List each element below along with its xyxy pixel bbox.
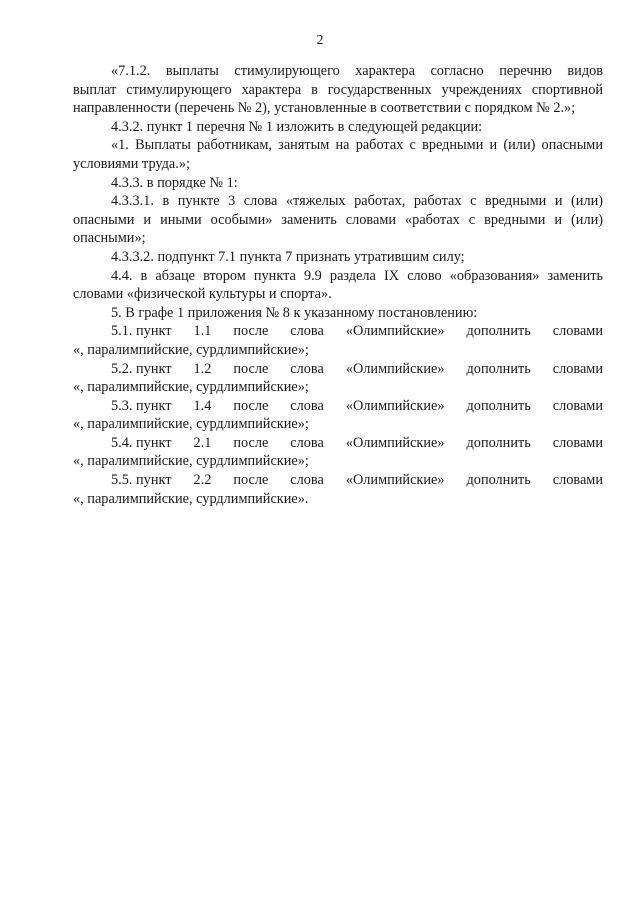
paragraph-4-4 (73, 267, 603, 304)
item-word: слова (290, 472, 324, 489)
list-item-5-5 (73, 471, 603, 508)
list-item-5-3 (73, 397, 603, 434)
page-number: 2 (316, 33, 324, 48)
item-word: словами (552, 397, 603, 414)
text-line: 4.4. в абзаце втором пункта 9.9 раздела IX слово «образования» заменить (111, 267, 603, 284)
item-word: слова (290, 434, 324, 451)
item-first-line (73, 471, 603, 490)
text-line: «1. Выплаты работникам, занятым на работах с вредными и (или) опасными (111, 137, 603, 154)
paragraph-7-1-2 (73, 62, 603, 118)
list-item-5-2 (73, 360, 603, 397)
item-continuation: «, паралимпийские, сурдлимпийские»; (73, 341, 309, 358)
item-word: «Олимпийские» (345, 323, 445, 340)
text-line: «7.1.2. выплаты стимулирующего характера согласно перечню видов (111, 63, 603, 79)
item-word: после (233, 397, 269, 414)
item-word: словами (552, 472, 603, 489)
item-word: после (233, 360, 269, 377)
item-word: 2.2 (193, 472, 212, 489)
item-word: дополнить (466, 397, 531, 414)
item-word: дополнить (466, 434, 531, 451)
item-word: словами (552, 323, 603, 340)
item-word: слова (290, 360, 324, 377)
document-body (73, 62, 603, 508)
item-word: 5.1. пункт (111, 323, 172, 340)
item-word: 5.2. пункт (111, 360, 172, 377)
item-word: «Олимпийские» (345, 434, 445, 451)
item-continuation: «, паралимпийские, сурдлимпийские». (73, 490, 309, 507)
item-first-line (73, 434, 603, 453)
text-line: опасными»; (73, 230, 146, 247)
item-word: 1.2 (193, 360, 212, 377)
item-word: дополнить (466, 323, 531, 340)
paragraph-quote-1 (73, 136, 603, 173)
item-word: слова (290, 397, 324, 414)
item-word: «Олимпийские» (345, 360, 445, 377)
item-word: слова (290, 323, 324, 340)
item-word: 1.1 (193, 323, 212, 340)
item-continuation: «, паралимпийские, сурдлимпийские»; (73, 453, 309, 470)
item-word: дополнить (466, 360, 531, 377)
paragraph-4-3-3 (73, 174, 603, 193)
paragraph-5 (73, 304, 603, 323)
text-line: 4.3.3.2. подпункт 7.1 пункта 7 признать утратившим силу; (111, 248, 465, 265)
text-line: опасными и иными особыми» заменить словами «работах с вредными и (или) (73, 211, 603, 228)
item-first-line (73, 360, 603, 379)
paragraph-4-3-3-1 (73, 192, 603, 248)
text-line: 5. В графе 1 приложения № 8 к указанному постановлению: (111, 304, 478, 321)
text-line: направленности (перечень № 2), установленные в соответствии с порядком № 2.»; (73, 100, 576, 117)
list-item-5-4 (73, 434, 603, 471)
item-continuation: «, паралимпийские, сурдлимпийские»; (73, 416, 309, 433)
item-word: 2.1 (193, 434, 212, 451)
item-word: 5.3. пункт (111, 397, 172, 414)
list-item-5-1 (73, 322, 603, 359)
text-line: 4.3.3. в порядке № 1: (111, 174, 238, 191)
paragraph-4-3-3-2 (73, 248, 603, 267)
text-line: 4.3.3.1. в пункте 3 слова «тяжелых работах, работах с вредными и (или) (111, 193, 603, 210)
item-word: 5.4. пункт (111, 434, 172, 451)
paragraph-4-3-2 (73, 118, 603, 137)
item-first-line (73, 397, 603, 416)
item-word: после (233, 323, 269, 340)
item-continuation: «, паралимпийские, сурдлимпийские»; (73, 379, 309, 396)
item-word: дополнить (466, 472, 531, 489)
text-line: словами «физической культуры и спорта». (73, 286, 332, 303)
item-word: словами (552, 360, 603, 377)
item-word: «Олимпийские» (345, 397, 445, 414)
item-word: 5.5. пункт (111, 472, 172, 489)
text-line: выплат стимулирующего характера в государственных учреждениях спортивной (73, 81, 603, 98)
item-word: после (233, 434, 269, 451)
item-first-line (73, 322, 603, 341)
text-line: 4.3.2. пункт 1 перечня № 1 изложить в следующей редакции: (111, 118, 483, 135)
item-word: 1.4 (193, 397, 212, 414)
item-word: словами (552, 434, 603, 451)
text-line: условиями труда.»; (73, 155, 190, 172)
item-word: «Олимпийские» (345, 472, 445, 489)
item-word: после (233, 472, 269, 489)
